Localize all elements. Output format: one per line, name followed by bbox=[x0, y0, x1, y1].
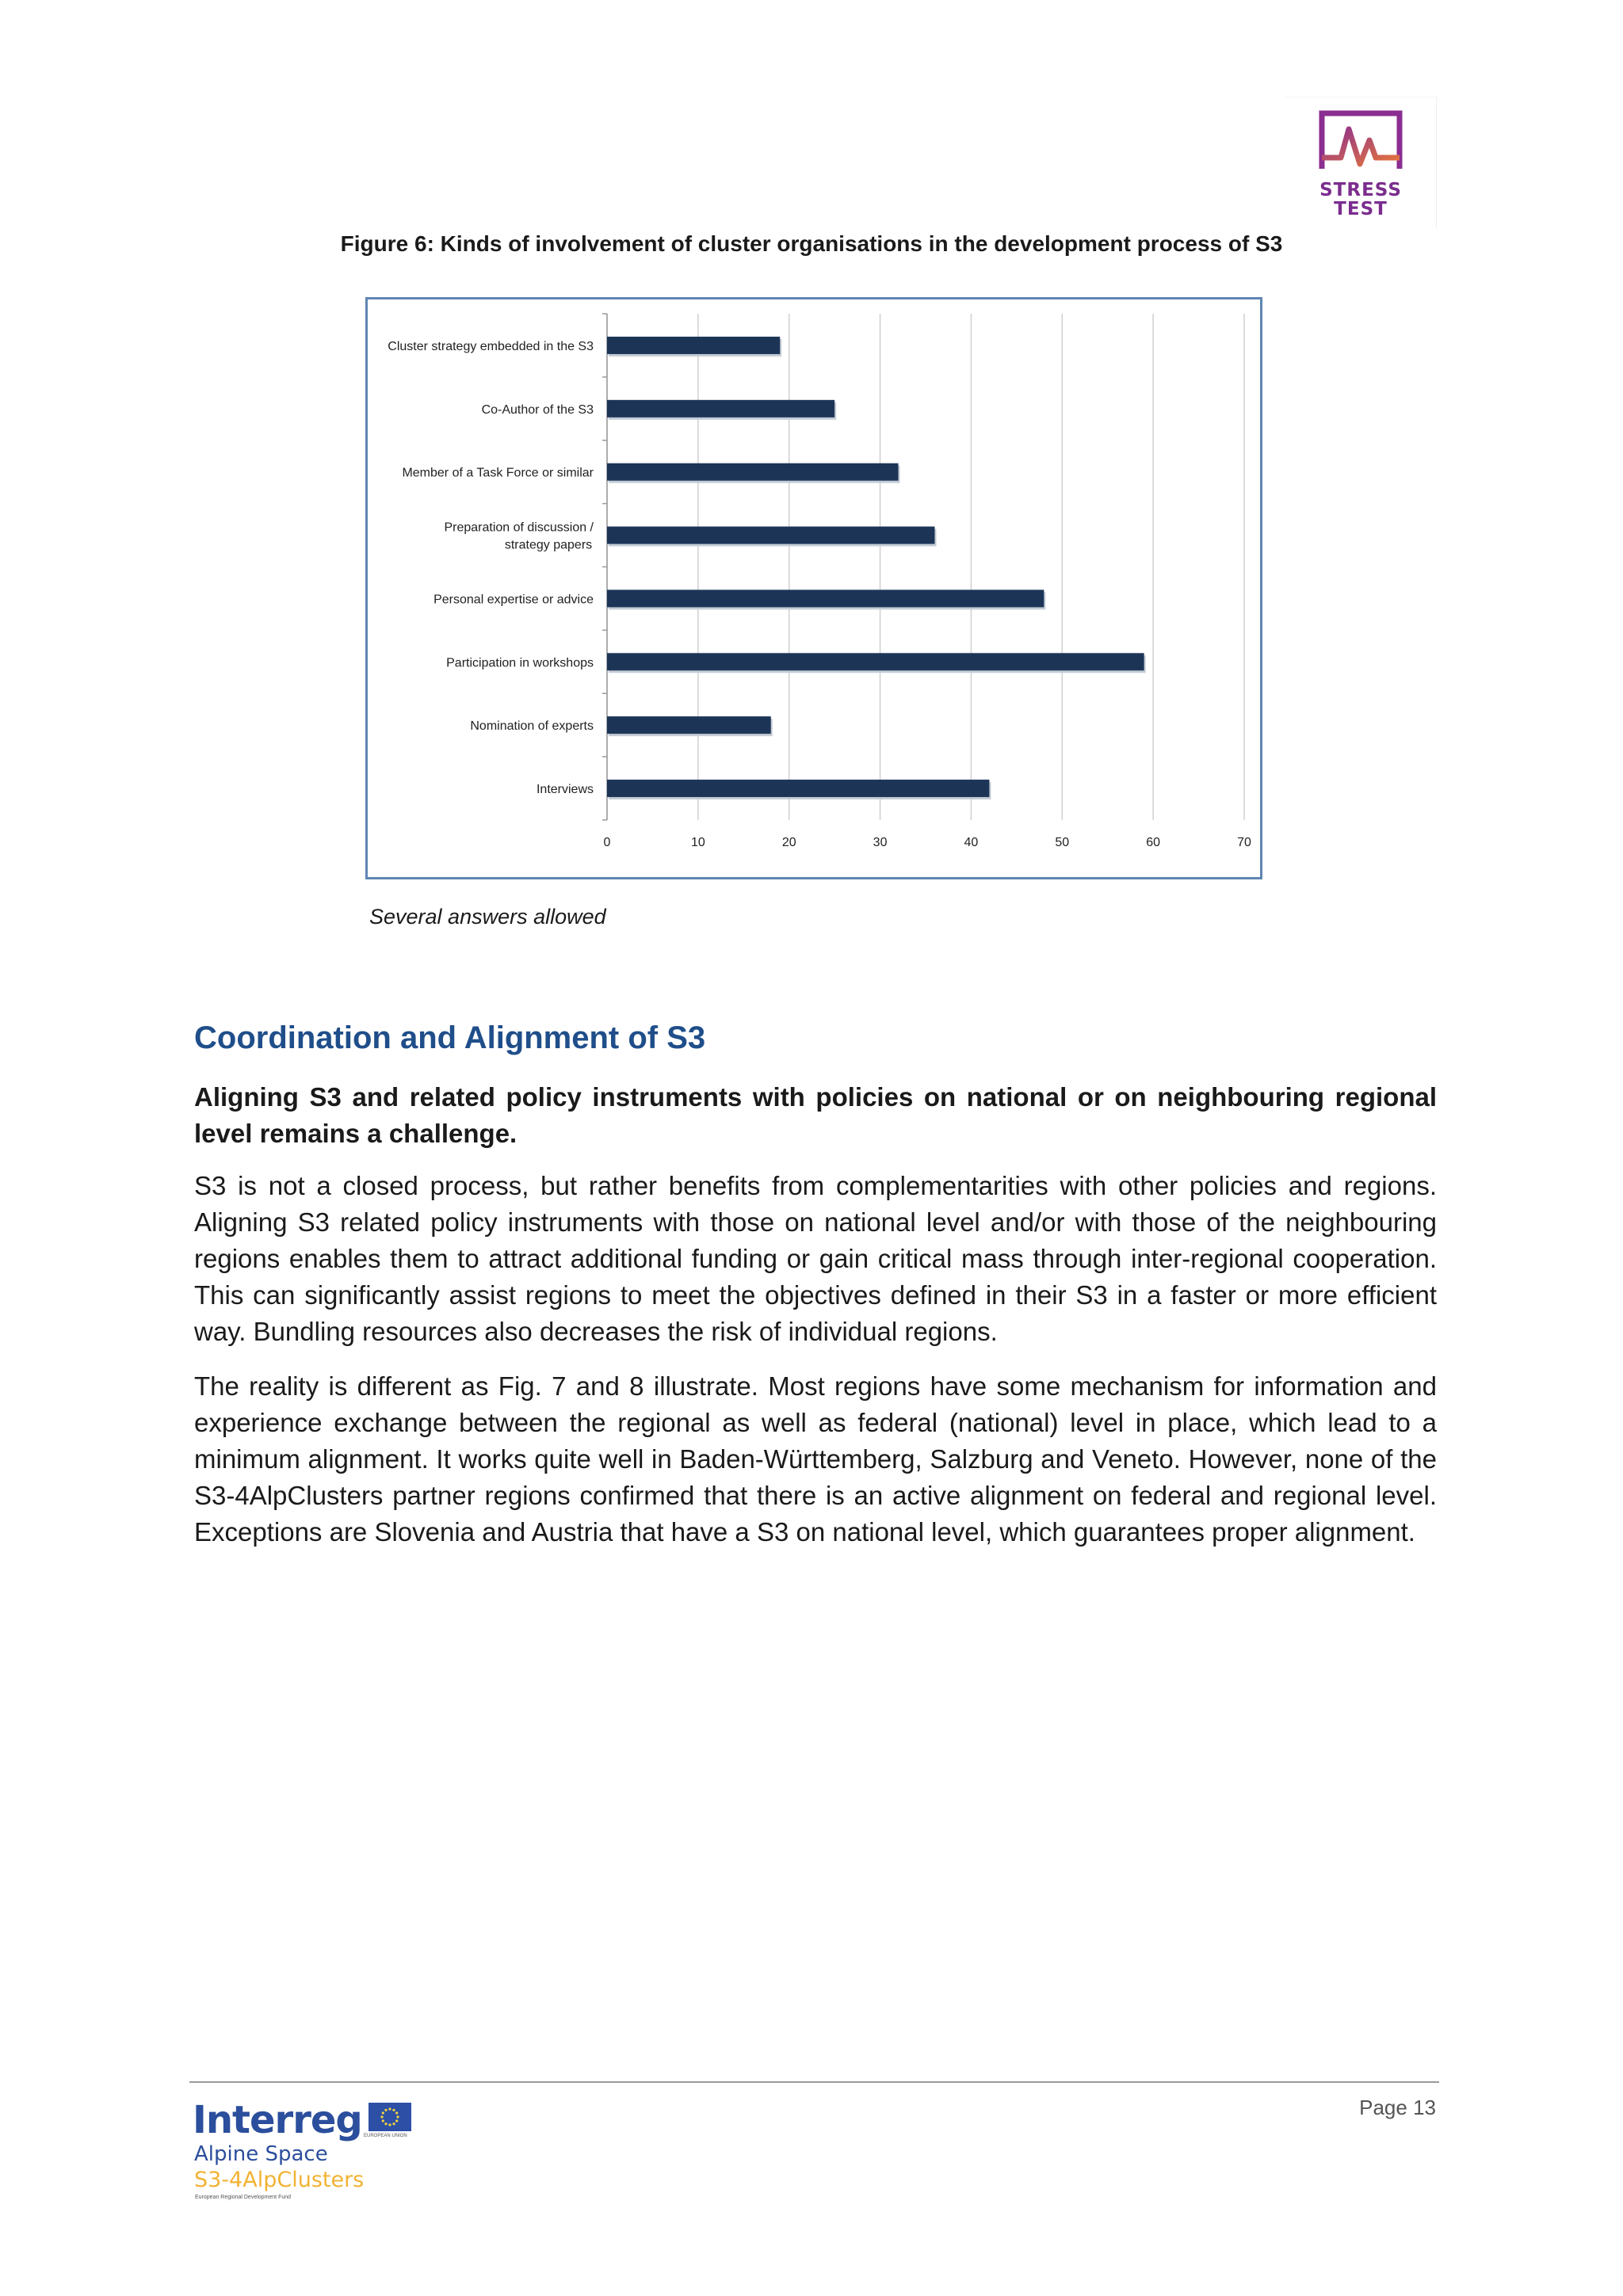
bar-6 bbox=[607, 653, 1144, 670]
category-label-6: Participation in workshops bbox=[446, 656, 594, 670]
x-tick-label-20: 20 bbox=[781, 836, 796, 849]
category-label-2: Co-Author of the S3 bbox=[481, 402, 594, 417]
bar-1 bbox=[607, 337, 780, 354]
stress-test-logo-icon bbox=[1317, 109, 1404, 172]
section-heading: Coordination and Alignment of S3 bbox=[194, 1020, 706, 1055]
project-wordmark: S3-4AlpClusters bbox=[194, 2168, 365, 2192]
x-tick-label-30: 30 bbox=[873, 836, 888, 849]
x-tick-label-40: 40 bbox=[964, 836, 979, 849]
figure-caption: Figure 6: Kinds of involvement of cluster organisations in the development process of S3 bbox=[340, 231, 1283, 256]
x-tick-label-60: 60 bbox=[1146, 836, 1161, 849]
eu-label: EUROPEAN UNION bbox=[364, 2134, 407, 2138]
x-tick-label-50: 50 bbox=[1055, 836, 1070, 849]
logo-word-test: TEST bbox=[1334, 199, 1388, 219]
interreg-wordmark: Interreg bbox=[193, 2098, 362, 2142]
category-label-1: Cluster strategy embedded in the S3 bbox=[388, 339, 594, 353]
interreg-logo bbox=[193, 2098, 446, 2201]
logo-word-stress: STRESS bbox=[1319, 180, 1402, 200]
bar-7 bbox=[607, 716, 771, 734]
bar-8 bbox=[607, 780, 989, 797]
bar-4 bbox=[607, 527, 934, 544]
lead-paragraph: Aligning S3 and related policy instruments with policies on national or on neighbouring regional level remains a challenge. bbox=[194, 1082, 1437, 1148]
x-tick-label-70: 70 bbox=[1237, 836, 1251, 849]
fund-label: European Regional Development Fund bbox=[195, 2195, 292, 2200]
category-label-7: Nomination of experts bbox=[470, 719, 594, 734]
body-paragraph-2: The reality is different as Fig. 7 and 8 illustrate. Most regions have some mechanism for information and experience exchange between the regional as well as federal (national) level in place, which lead to a minimum alignment. It works quite well in Baden-Württemberg, Salzburg and Veneto. However, none of the S3-4AlpClusters partner regions confirmed that there is an active alignment on federal and regional level. Exceptions are Slovenia and Austria that have a S3 on national level, which guarantees proper alignment. bbox=[194, 1371, 1437, 1547]
bar-5 bbox=[607, 589, 1044, 607]
category-label-8: Interviews bbox=[536, 783, 594, 797]
x-tick-label-0: 0 bbox=[603, 836, 611, 849]
stress-test-logo bbox=[1285, 97, 1437, 228]
bar-chart bbox=[365, 297, 1262, 879]
bar-2 bbox=[607, 400, 834, 418]
bar-chart-svg bbox=[368, 299, 1260, 877]
alpine-space-wordmark: Alpine Space bbox=[194, 2142, 328, 2166]
footer-divider bbox=[189, 2081, 1439, 2083]
chart-note: Several answers allowed bbox=[369, 905, 606, 929]
body-paragraph-1: S3 is not a closed process, but rather benefits from complementarities with other policies and regions. Aligning S3 related policy instruments with those on national level and/or with those of the neighbouring regions enables them to attract additional funding or gain critical mass through inter-regional cooperation. This can significantly assist regions to meet the objectives defined in their S3 in a faster or more efficient way. Bundling resources also decreases the risk of individual regions. bbox=[194, 1171, 1437, 1346]
category-label-5: Personal expertise or advice bbox=[433, 593, 594, 607]
x-tick-label-10: 10 bbox=[690, 836, 705, 849]
eu-flag-icon bbox=[369, 2103, 411, 2131]
page-number: Page 13 bbox=[1359, 2096, 1436, 2119]
category-label-3: Member of a Task Force or similar bbox=[402, 466, 594, 480]
eu-stars-icon bbox=[369, 2103, 411, 2131]
category-label-4: Preparation of discussion / strategy papers bbox=[444, 521, 594, 552]
bar-3 bbox=[607, 463, 899, 481]
